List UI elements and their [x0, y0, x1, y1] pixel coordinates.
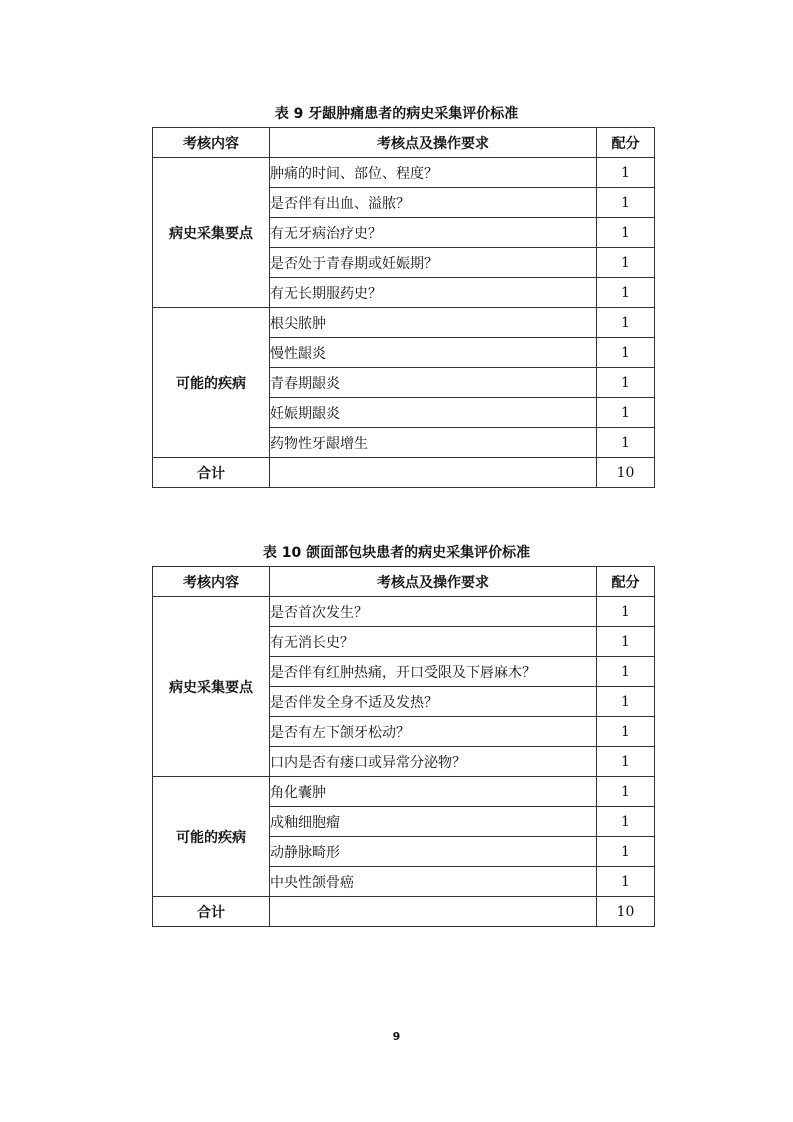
item-text: 有无长期服药史？: [270, 278, 597, 308]
item-score: 1: [597, 188, 655, 218]
item-score: 1: [597, 278, 655, 308]
total-row: [153, 897, 655, 927]
item-score: 1: [597, 657, 655, 687]
item-text: 动静脉畸形: [270, 837, 597, 867]
table10-caption: 表 10 颌面部包块患者的病史采集评价标准: [262, 545, 531, 561]
header-score: 配分: [597, 567, 655, 597]
category-cell: 可能的疾病: [153, 777, 270, 897]
table9-header-row: [153, 128, 655, 158]
item-score: 1: [597, 627, 655, 657]
total-row: [153, 458, 655, 488]
category-cell: 病史采集要点: [153, 158, 270, 308]
item-text: 是否伴发全身不适及发热？: [270, 687, 597, 717]
item-text: 是否处于青春期或妊娠期？: [270, 248, 597, 278]
table9: [152, 127, 655, 488]
item-text: 根尖脓肿: [270, 308, 597, 338]
item-text: 有无消长史？: [270, 627, 597, 657]
table9-caption: 表 9 牙龈肿痛患者的病史采集评价标准: [274, 106, 519, 122]
item-text: 是否首次发生？: [270, 597, 597, 627]
item-text: 中央性颌骨癌: [270, 867, 597, 897]
table10-header-row: [153, 567, 655, 597]
total-empty-cell: [270, 458, 597, 488]
item-text: 角化囊肿: [270, 777, 597, 807]
header-category: 考核内容: [153, 128, 270, 158]
item-score: 1: [597, 338, 655, 368]
item-text: 有无牙病治疗史？: [270, 218, 597, 248]
item-text: 药物性牙龈增生: [270, 428, 597, 458]
header-requirements: 考核点及操作要求: [270, 567, 597, 597]
item-score: 1: [597, 867, 655, 897]
table-row: [153, 158, 655, 188]
header-category: 考核内容: [153, 567, 270, 597]
header-score: 配分: [597, 128, 655, 158]
item-score: 1: [597, 777, 655, 807]
item-score: 1: [597, 368, 655, 398]
item-text: 慢性龈炎: [270, 338, 597, 368]
item-score: 1: [597, 248, 655, 278]
item-score: 1: [597, 747, 655, 777]
total-score: 10: [597, 458, 655, 488]
item-score: 1: [597, 717, 655, 747]
item-text: 成釉细胞瘤: [270, 807, 597, 837]
item-score: 1: [597, 807, 655, 837]
item-score: 1: [597, 308, 655, 338]
item-score: 1: [597, 428, 655, 458]
item-score: 1: [597, 837, 655, 867]
page-number: 9: [392, 1030, 401, 1043]
table-row: [153, 597, 655, 627]
item-score: 1: [597, 158, 655, 188]
total-score: 10: [597, 897, 655, 927]
item-score: 1: [597, 398, 655, 428]
category-cell: 可能的疾病: [153, 308, 270, 458]
table-row: [153, 777, 655, 807]
item-text: 是否有左下颌牙松动？: [270, 717, 597, 747]
item-text: 肿痛的时间、部位、程度？: [270, 158, 597, 188]
header-requirements: 考核点及操作要求: [270, 128, 597, 158]
item-text: 口内是否有瘘口或异常分泌物？: [270, 747, 597, 777]
total-label: 合计: [153, 897, 270, 927]
item-score: 1: [597, 218, 655, 248]
table-row: [153, 308, 655, 338]
category-cell: 病史采集要点: [153, 597, 270, 777]
total-empty-cell: [270, 897, 597, 927]
item-text: 妊娠期龈炎: [270, 398, 597, 428]
item-text: 是否伴有出血、溢脓？: [270, 188, 597, 218]
item-score: 1: [597, 687, 655, 717]
item-text: 是否伴有红肿热痛，开口受限及下唇麻木？: [270, 657, 597, 687]
item-score: 1: [597, 597, 655, 627]
table10: [152, 566, 655, 927]
total-label: 合计: [153, 458, 270, 488]
item-text: 青春期龈炎: [270, 368, 597, 398]
